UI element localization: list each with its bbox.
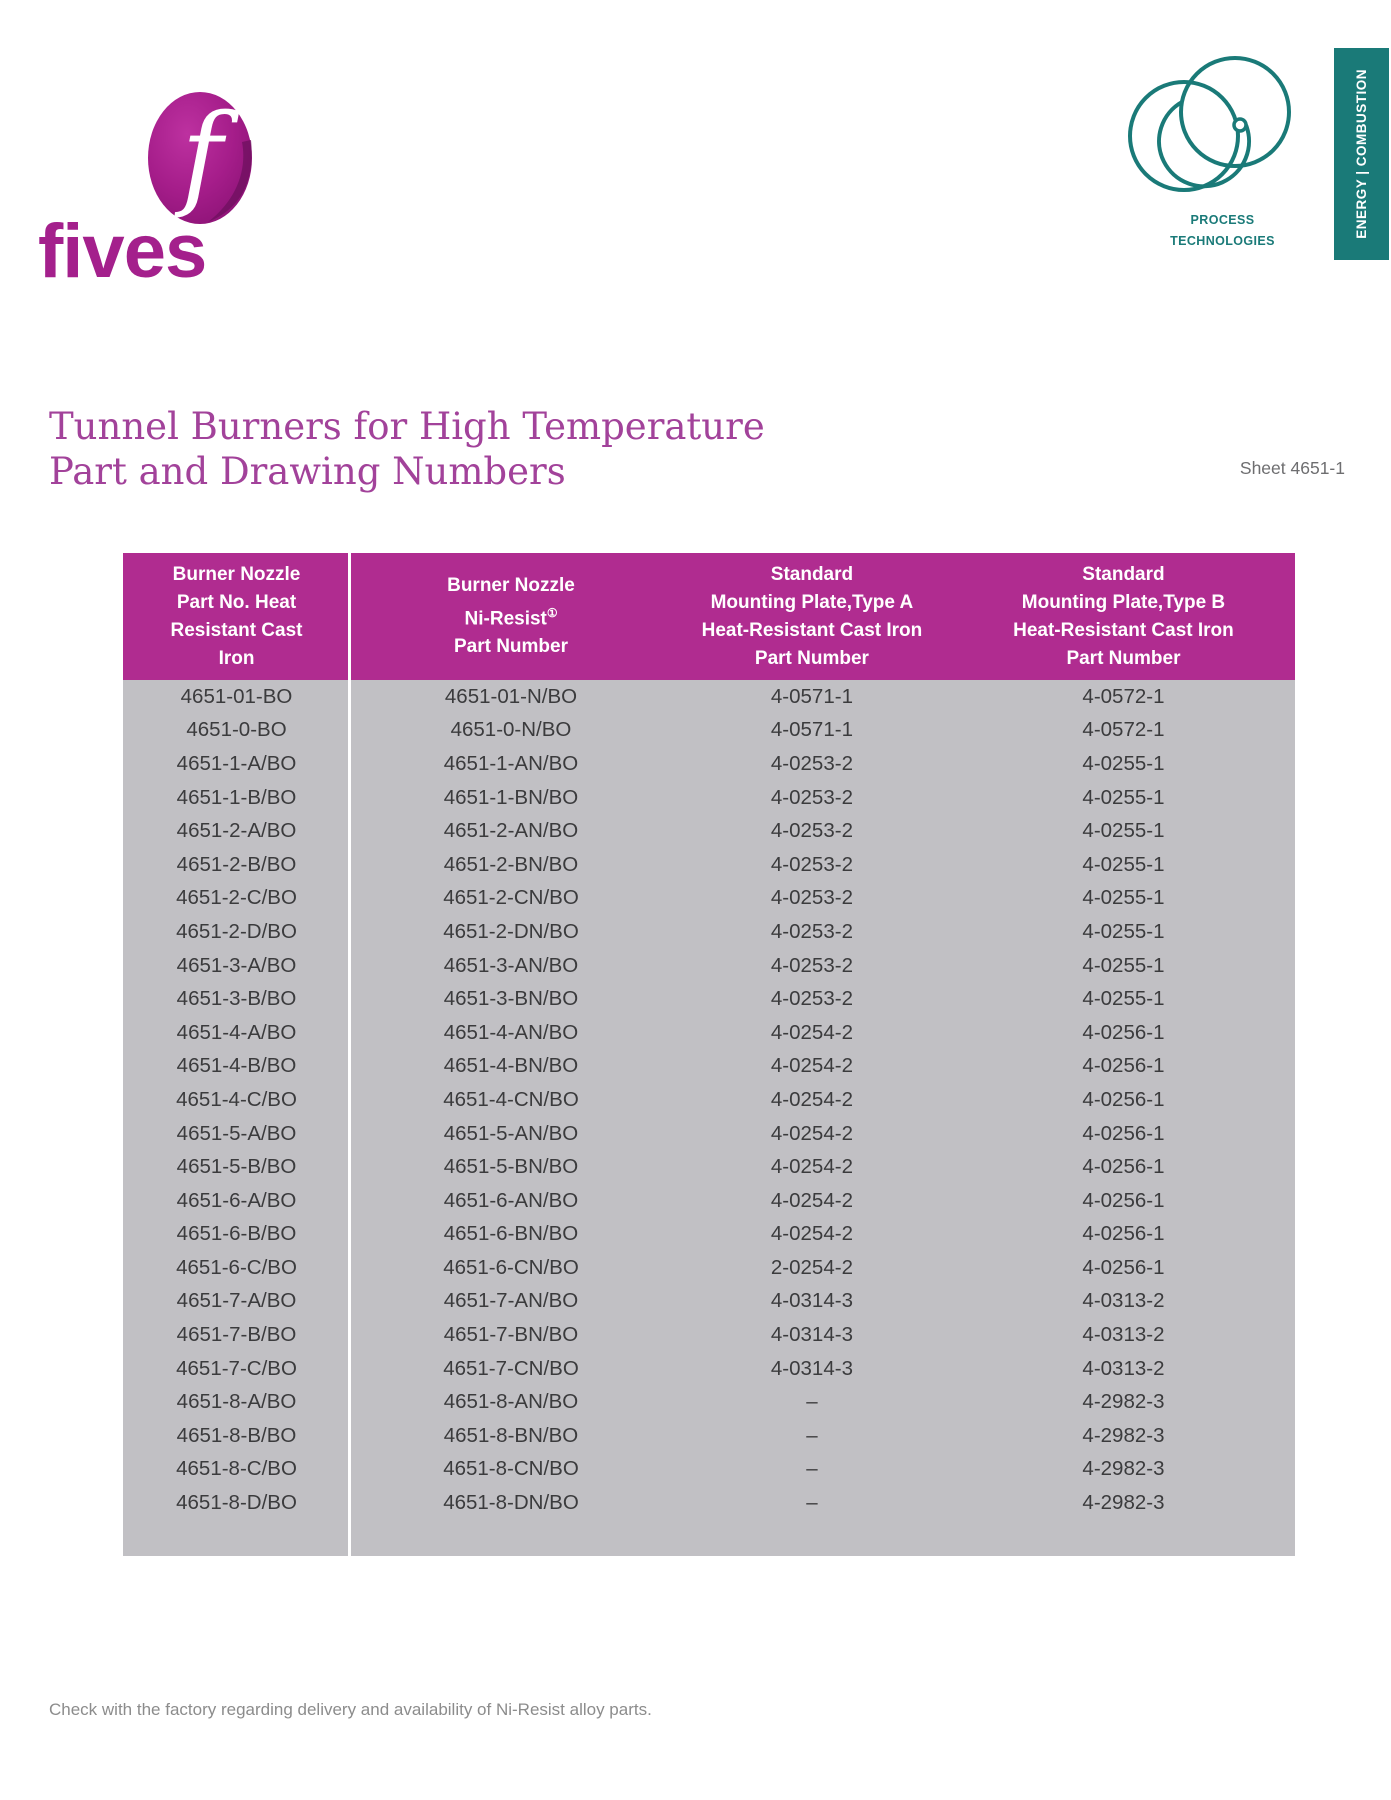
energy-combustion-banner — [1334, 48, 1389, 260]
part-number-cell: 4-0314-3 — [770, 1323, 853, 1347]
table-row — [123, 1318, 1295, 1352]
table-row — [123, 1419, 1295, 1453]
part-number-cell: 4651-7-CN/BO — [443, 1356, 579, 1380]
part-number-cell: 4-0254-2 — [770, 1188, 853, 1212]
table-row — [123, 814, 1295, 848]
part-number-cell: 4-2982-3 — [1082, 1457, 1165, 1481]
part-number-cell: 4-0571-1 — [770, 718, 853, 742]
table-row — [123, 1218, 1295, 1252]
part-number-cell: 4-0255-1 — [1082, 819, 1165, 843]
table-row — [123, 1385, 1295, 1419]
part-number-cell: 4-0255-1 — [1082, 987, 1165, 1011]
part-number-cell: – — [806, 1390, 818, 1414]
part-number-cell: 4-0256-1 — [1082, 1155, 1165, 1179]
part-number-cell: 4651-6-CN/BO — [443, 1255, 579, 1279]
part-number-cell: – — [806, 1457, 818, 1481]
part-number-cell: 4651-4-BN/BO — [443, 1054, 579, 1078]
part-number-cell: 4651-2-CN/BO — [443, 886, 579, 910]
part-number-cell: 4651-7-BN/BO — [443, 1323, 579, 1347]
svg-text:f: f — [181, 92, 223, 221]
table-row — [123, 680, 1295, 714]
part-number-cell: 4-0255-1 — [1082, 886, 1165, 910]
part-number-cell: 4-0314-3 — [770, 1356, 853, 1380]
col-header-mounting-plate-type-a: Standard Mounting Plate,Type A Heat-Resistant Cast Iron Part Number — [701, 563, 923, 669]
part-number-cell: 4651-0-N/BO — [450, 718, 572, 742]
col-header-ni-resist: Burner Nozzle Ni-Resist① Part Number — [447, 574, 575, 658]
table-row — [123, 949, 1295, 983]
part-number-cell: 4651-2-AN/BO — [443, 819, 579, 843]
part-number-cell: 4651-5-AN/BO — [443, 1121, 579, 1145]
page-title-line1: Tunnel Burners for High Temperature — [49, 405, 765, 448]
part-number-cell: 4651-01-BO — [180, 684, 293, 708]
table-row — [123, 1251, 1295, 1285]
part-number-cell: 4-0572-1 — [1082, 718, 1165, 742]
part-number-cell: 4651-7-A/BO — [176, 1289, 297, 1313]
fives-wordmark: fives — [38, 209, 207, 294]
table-row — [123, 1050, 1295, 1084]
part-number-cell: 4-0253-2 — [770, 751, 853, 775]
part-number-cell: 4651-2-B/BO — [176, 852, 297, 876]
part-number-cell: 2-0254-2 — [770, 1255, 853, 1279]
part-number-cell: 4651-8-DN/BO — [443, 1491, 579, 1515]
part-number-cell: – — [806, 1491, 818, 1515]
table-header — [123, 553, 1295, 680]
part-number-cell: 4-0571-1 — [770, 684, 853, 708]
part-number-cell: 4651-8-C/BO — [176, 1457, 297, 1481]
table-row — [123, 714, 1295, 748]
table-row — [123, 1083, 1295, 1117]
part-number-cell: 4-0256-1 — [1082, 1222, 1165, 1246]
table-row — [123, 1453, 1295, 1487]
part-number-cell: 4-0255-1 — [1082, 953, 1165, 977]
part-number-cell: 4-0256-1 — [1082, 1255, 1165, 1279]
part-number-cell: 4-0313-2 — [1082, 1289, 1165, 1313]
part-number-cell: 4-0256-1 — [1082, 1054, 1165, 1078]
table-row — [123, 982, 1295, 1016]
part-number-cell: 4651-4-CN/BO — [443, 1087, 579, 1111]
part-number-cell: 4651-8-BN/BO — [443, 1423, 579, 1447]
table-row — [123, 1016, 1295, 1050]
part-number-cell: 4651-5-A/BO — [176, 1121, 297, 1145]
part-number-cell: 4-0313-2 — [1082, 1323, 1165, 1347]
part-number-cell: 4651-0-BO — [186, 718, 287, 742]
part-number-cell: 4651-1-A/BO — [176, 751, 297, 775]
table-row — [123, 848, 1295, 882]
part-number-cell: 4-0254-2 — [770, 1020, 853, 1044]
part-number-cell: 4-0256-1 — [1082, 1020, 1165, 1044]
part-number-cell: 4651-7-AN/BO — [443, 1289, 579, 1313]
column-divider — [348, 553, 351, 680]
part-number-cell: 4651-3-B/BO — [176, 987, 297, 1011]
part-number-cell: 4-0253-2 — [770, 819, 853, 843]
process-technologies-icon — [1112, 40, 1312, 208]
footer-note: Check with the factory regarding delivery and availability of Ni-Resist alloy parts. — [49, 1700, 652, 1719]
part-number-cell: 4-0256-1 — [1082, 1121, 1165, 1145]
part-number-cell: 4-0572-1 — [1082, 684, 1165, 708]
col-header-heat-resistant-cast-iron: Burner Nozzle Part No. Heat Resistant Cast Iron — [170, 563, 303, 669]
table-row — [123, 1486, 1295, 1520]
part-number-cell: 4-0254-2 — [770, 1087, 853, 1111]
part-number-cell: 4651-6-BN/BO — [443, 1222, 579, 1246]
part-number-cell: 4651-8-AN/BO — [443, 1390, 579, 1414]
part-number-cell: – — [806, 1423, 818, 1447]
part-number-cell: 4-0254-2 — [770, 1222, 853, 1246]
part-number-cell: 4-0255-1 — [1082, 785, 1165, 809]
part-number-cell: 4651-8-D/BO — [176, 1491, 297, 1515]
footnote-marker: ① — [546, 606, 558, 620]
part-number-cell: 4-0256-1 — [1082, 1087, 1165, 1111]
table-row — [123, 1150, 1295, 1184]
part-number-cell: 4651-3-BN/BO — [443, 987, 579, 1011]
part-number-cell: 4-2982-3 — [1082, 1423, 1165, 1447]
part-number-cell: 4-0253-2 — [770, 852, 853, 876]
part-number-cell: 4651-8-B/BO — [176, 1423, 297, 1447]
energy-combustion-banner-text: ENERGY | COMBUSTION — [1354, 69, 1369, 239]
process-technologies-label — [1130, 210, 1315, 252]
table-row — [123, 781, 1295, 815]
part-number-cell: 4-0255-1 — [1082, 919, 1165, 943]
part-number-cell: 4651-3-A/BO — [176, 953, 297, 977]
col-header-mounting-plate-type-b: Standard Mounting Plate,Type B Heat-Resistant Cast Iron Part Number — [1013, 563, 1234, 669]
table-row — [123, 1184, 1295, 1218]
part-number-cell: 4-0253-2 — [770, 785, 853, 809]
part-number-cell: 4-0255-1 — [1082, 852, 1165, 876]
part-number-cell: 4651-2-C/BO — [176, 886, 297, 910]
part-number-cell: 4651-2-BN/BO — [443, 852, 579, 876]
part-number-cell: 4-0253-2 — [770, 919, 853, 943]
part-number-cell: 4651-1-BN/BO — [443, 785, 579, 809]
part-number-cell: 4651-8-CN/BO — [443, 1457, 579, 1481]
part-number-cell: 4651-5-BN/BO — [443, 1155, 579, 1179]
part-number-cell: 4651-2-D/BO — [176, 919, 297, 943]
table-row — [123, 1117, 1295, 1151]
table-row — [123, 747, 1295, 781]
parts-table — [123, 553, 1295, 1556]
part-number-cell: 4651-5-B/BO — [176, 1155, 297, 1179]
part-number-cell: 4-0254-2 — [770, 1054, 853, 1078]
part-number-cell: 4651-4-B/BO — [176, 1054, 297, 1078]
part-number-cell: 4651-6-B/BO — [176, 1222, 297, 1246]
part-number-cell: 4651-4-C/BO — [176, 1087, 297, 1111]
part-number-cell: 4651-4-A/BO — [176, 1020, 297, 1044]
page-title — [49, 404, 765, 494]
part-number-cell: 4651-2-DN/BO — [443, 919, 579, 943]
part-number-cell: 4651-7-B/BO — [176, 1323, 297, 1347]
column-divider — [348, 680, 351, 1556]
part-number-cell: 4-2982-3 — [1082, 1390, 1165, 1414]
part-number-cell: 4-0253-2 — [770, 953, 853, 977]
part-number-cell: 4-0254-2 — [770, 1121, 853, 1145]
part-number-cell: 4651-01-N/BO — [444, 684, 578, 708]
part-number-cell: 4-2982-3 — [1082, 1491, 1165, 1515]
part-number-cell: 4-0253-2 — [770, 987, 853, 1011]
table-row — [123, 1352, 1295, 1386]
part-number-cell: 4651-4-AN/BO — [443, 1020, 579, 1044]
table-row — [123, 882, 1295, 916]
table-row — [123, 915, 1295, 949]
process-technologies-line2: TECHNOLOGIES — [1170, 234, 1275, 248]
part-number-cell: 4651-1-AN/BO — [443, 751, 579, 775]
sheet-number: Sheet 4651-1 — [1239, 458, 1345, 478]
process-technologies-line1: PROCESS — [1190, 213, 1255, 227]
part-number-cell: 4-0256-1 — [1082, 1188, 1165, 1212]
page-title-line2: Part and Drawing Numbers — [49, 450, 566, 493]
part-number-cell: 4-0314-3 — [770, 1289, 853, 1313]
part-number-cell: 4651-1-B/BO — [176, 785, 297, 809]
part-number-cell: 4-0254-2 — [770, 1155, 853, 1179]
part-number-cell: 4651-7-C/BO — [176, 1356, 297, 1380]
part-number-cell: 4651-6-C/BO — [176, 1255, 297, 1279]
part-number-cell: 4-0253-2 — [770, 886, 853, 910]
part-number-cell: 4651-6-AN/BO — [443, 1188, 579, 1212]
part-number-cell: 4651-8-A/BO — [176, 1390, 297, 1414]
part-number-cell: 4651-2-A/BO — [176, 819, 297, 843]
table-row — [123, 1285, 1295, 1319]
fives-logo-icon — [148, 92, 252, 224]
part-number-cell: 4-0313-2 — [1082, 1356, 1165, 1380]
part-number-cell: 4-0255-1 — [1082, 751, 1165, 775]
table-body — [123, 680, 1295, 1556]
part-number-cell: 4651-6-A/BO — [176, 1188, 297, 1212]
part-number-cell: 4651-3-AN/BO — [443, 953, 579, 977]
